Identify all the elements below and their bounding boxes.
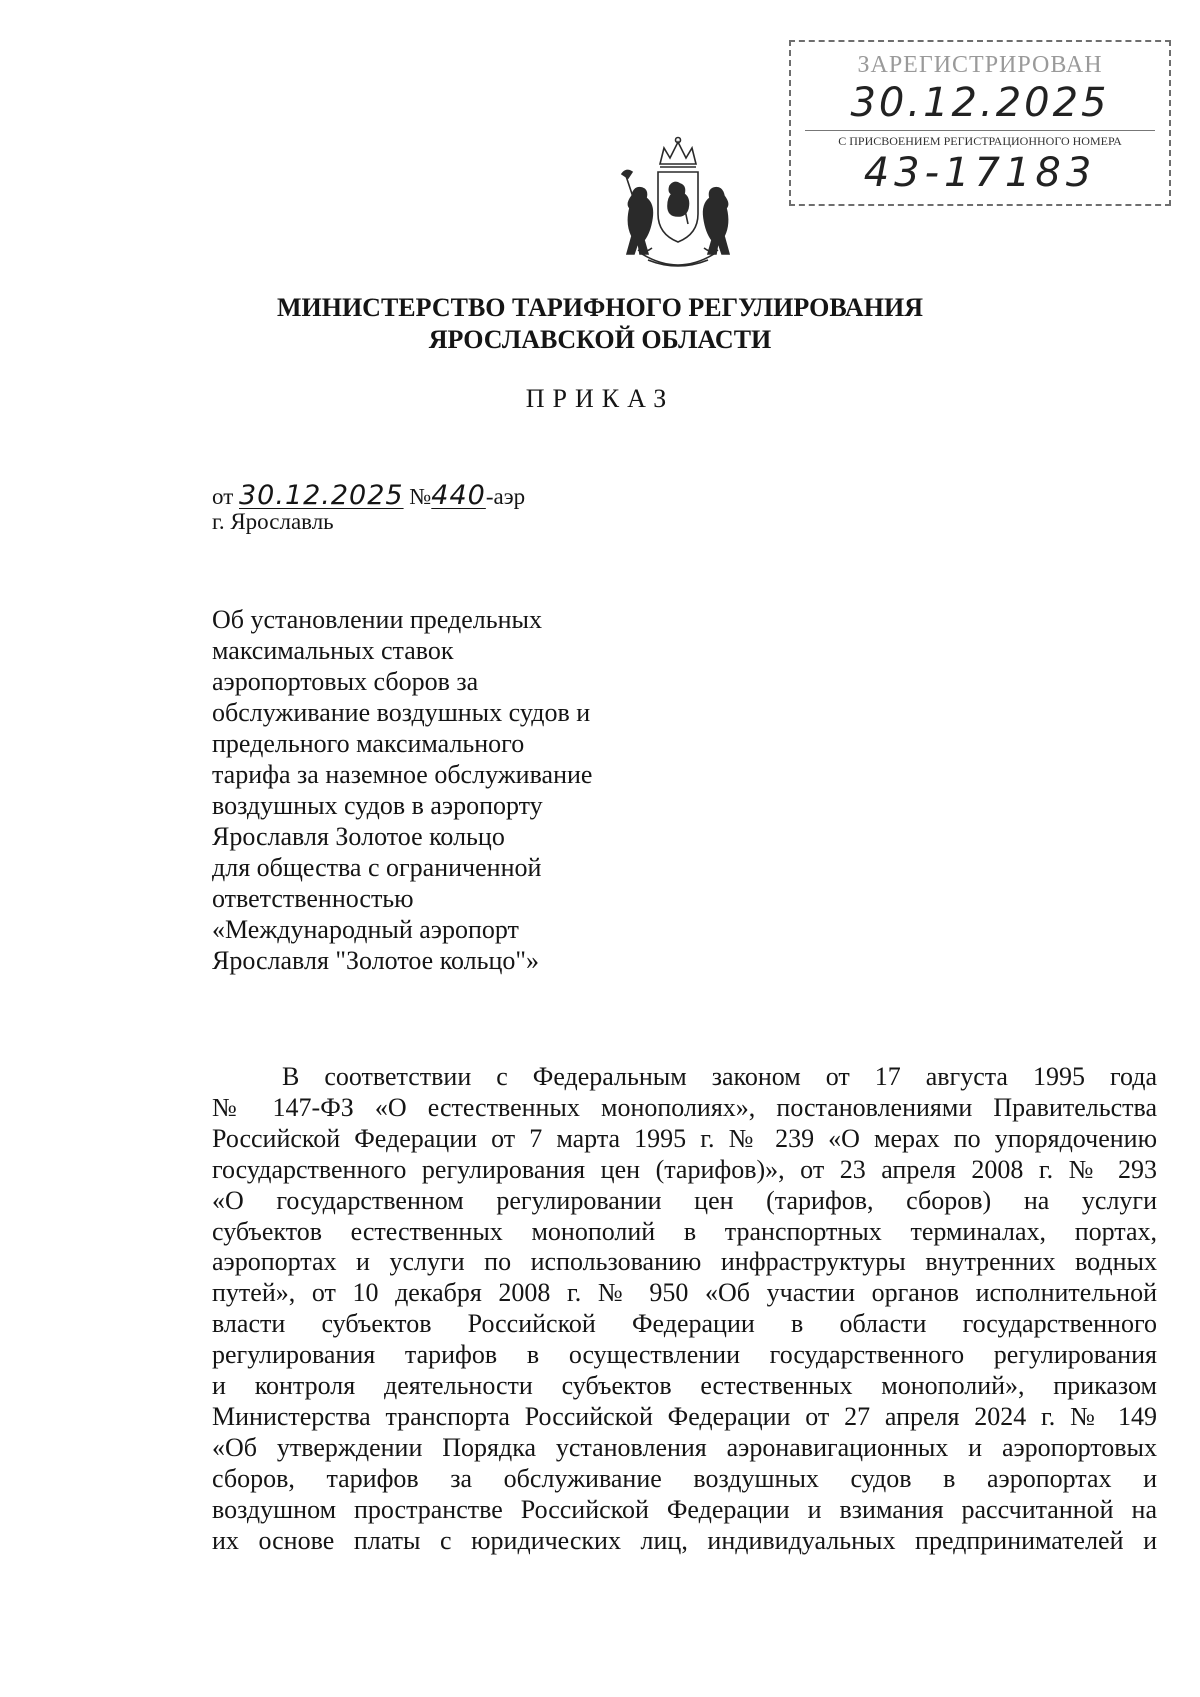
order-body — [212, 1062, 1157, 1557]
body-line: аэропортах и услуги по использованию инфраструктуры внутренних водных — [212, 1247, 1157, 1277]
order-city: г. Ярославль — [212, 509, 334, 534]
subject-line: максимальных ставок — [212, 636, 454, 665]
ministry-title-line2: ЯРОСЛАВСКОЙ ОБЛАСТИ — [428, 325, 772, 354]
order-suffix: -аэр — [485, 484, 526, 509]
subject-line: тарифа за наземное обслуживание — [212, 760, 593, 789]
subject-line: аэропортовых сборов за — [212, 667, 479, 696]
coat-of-arms-bear-icon — [612, 136, 744, 276]
order-number: 440 — [431, 480, 486, 511]
order-subject — [212, 604, 652, 976]
body-line: № 147-ФЗ «О естественных монополиях», постановлениями Правительства — [212, 1092, 1157, 1122]
order-from-label: от — [212, 484, 234, 509]
subject-line: Ярославля "Золотое кольцо"» — [212, 946, 540, 975]
subject-line: Ярославля Золотое кольцо — [212, 822, 505, 851]
ministry-title-line1: МИНИСТЕРСТВО ТАРИФНОГО РЕГУЛИРОВАНИЯ — [276, 293, 924, 322]
body-line: путей», от 10 декабря 2008 г. № 950 «Об участии органов исполнительной — [212, 1278, 1157, 1308]
body-line: Российской Федерации от 7 марта 1995 г. № 239 «О мерах по упорядочению — [212, 1123, 1157, 1153]
subject-line: ответственностью — [212, 884, 414, 913]
body-line: и контроля деятельности субъектов естественных монополий», приказом — [212, 1371, 1157, 1401]
body-line: регулирования тарифов в осуществлении государственного регулирования — [212, 1340, 1157, 1370]
order-number-sign: № — [409, 484, 432, 509]
body-line: их основе платы с юридических лиц, индивидуальных предпринимателей и — [212, 1525, 1157, 1555]
ministry-title — [0, 292, 1200, 356]
stamp-date: 30.12.2025 — [850, 80, 1110, 126]
body-line: «Об утверждении Порядка установления аэронавигационных и аэропортовых — [212, 1432, 1157, 1462]
document-type: ПРИКАЗ — [525, 384, 675, 413]
body-line: «О государственном регулировании цен (тарифов, сборов) на услуги — [212, 1185, 1157, 1215]
body-line: субъектов естественных монополий в транспортных терминалах, портах, — [212, 1216, 1157, 1246]
subject-line: предельного максимального — [212, 729, 525, 758]
stamp-caption: С ПРИСВОЕНИЕМ РЕГИСТРАЦИОННОГО НОМЕРА — [838, 134, 1122, 148]
stamp-divider — [805, 130, 1155, 131]
subject-line: Об установлении предельных — [212, 605, 542, 634]
stamp-registration-number: 43-17183 — [863, 150, 1097, 196]
body-line: В соответствии с Федеральным законом от 17 августа 1995 года — [282, 1062, 1157, 1091]
subject-line: обслуживание воздушных судов и — [212, 698, 591, 727]
stamp-title: ЗАРЕГИСТРИРОВАН — [857, 52, 1103, 78]
registration-stamp — [789, 40, 1171, 206]
body-line: власти субъектов Российской Федерации в области государственного — [212, 1309, 1157, 1339]
subject-line: воздушных судов в аэропорту — [212, 791, 543, 820]
body-line: Министерства транспорта Российской Федерации от 27 апреля 2024 г. № 149 — [212, 1401, 1157, 1431]
order-date-number — [212, 480, 525, 511]
subject-line: «Международный аэропорт — [212, 915, 519, 944]
body-line: воздушном пространстве Российской Федерации и взимания рассчитанной на — [212, 1494, 1157, 1524]
body-line: сборов, тарифов за обслуживание воздушных судов в аэропортах и — [212, 1463, 1157, 1493]
order-date: 30.12.2025 — [239, 480, 404, 511]
subject-line: для общества с ограниченной — [212, 853, 542, 882]
body-line: государственного регулирования цен (тарифов)», от 23 апреля 2008 г. № 293 — [212, 1154, 1157, 1184]
